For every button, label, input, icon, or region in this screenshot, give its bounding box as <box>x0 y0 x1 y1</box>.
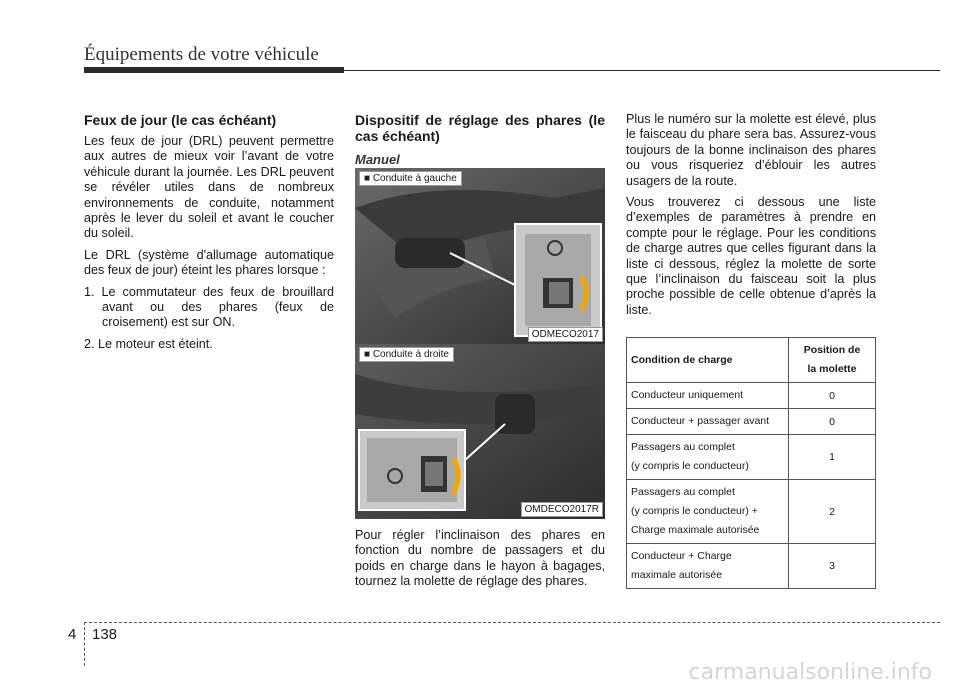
table-row <box>627 383 876 409</box>
position-cell: 0 <box>789 383 876 409</box>
subtitle-manual: Manuel <box>355 152 400 167</box>
header-position: Position de la molette <box>789 338 876 383</box>
page-number: 138 <box>92 626 118 643</box>
figure-code-right: OMDECO2017R <box>521 502 603 517</box>
page-header-title: Équipements de votre véhicule <box>84 44 319 65</box>
position-cell: 0 <box>789 409 876 435</box>
drl-paragraph-2: Le DRL (système d'allumage automatique des feux de jour) éteint les phares lorsque : <box>84 247 334 278</box>
list-item: 2. Le moteur est éteint. <box>84 336 213 351</box>
load-condition-table <box>626 337 876 589</box>
figure-caption-left: ■ Conduite à gauche <box>359 171 462 186</box>
section-heading-drl: Feux de jour (le cas échéant) <box>84 112 277 128</box>
drl-conditions-list <box>84 285 334 353</box>
table-row <box>627 480 876 544</box>
position-cell: 1 <box>789 435 876 480</box>
column-drl <box>84 112 334 358</box>
table-row <box>627 409 876 435</box>
figure-caption-right: ■ Conduite à droite <box>359 347 454 362</box>
condition-cell: Passagers au complet (y compris le conducteur) + Charge maximale autorisée <box>627 480 789 544</box>
condition-cell: Conducteur + passager avant <box>627 409 789 435</box>
footer-divider <box>84 622 85 666</box>
footer-rule <box>84 622 940 623</box>
column-leveling-explanation <box>626 112 876 324</box>
column-headlight-leveling <box>355 112 605 173</box>
table-row <box>627 544 876 589</box>
condition-cell: Conducteur + Charge maximale autorisée <box>627 544 789 589</box>
header-bar <box>84 67 344 73</box>
figure-left-hand-drive <box>355 168 605 344</box>
explanation-paragraph-2: Vous trouverez ci dessous une liste d’exemples de paramètres à prendre en compte pour le réglage. Pour les conditions de charge autres que celles figurant dans la liste ci dessous, réglez la molette de sorte que l’inclinaison du faisceau soit la plus proche possible de celle obtenue d’après la liste. <box>626 195 876 317</box>
drl-paragraph-1: Les feux de jour (DRL) peuvent permettre aux autres de mieux voir l’avant de votre véhicule durant la journée. Les DRL peuvent se révéler utiles dans de nombreux environnements de conduite, notamment après le lever du soleil et avant le coucher du soleil. <box>84 134 334 241</box>
leveling-paragraph-1: Pour régler l’inclinaison des phares en fonction du nombre de passagers et du poids en charge dans le hayon à bagages, tournez la molette de réglage des phares. <box>355 528 605 589</box>
steering-column-illustration <box>355 168 605 344</box>
section-heading-leveling: Dispositif de réglage des phares (le cas échéant) <box>355 112 605 144</box>
list-item: 1. Le commutateur des feux de brouillard avant ou des phares (feux de croisement) est sur ON. <box>84 284 334 330</box>
explanation-paragraph-1: Plus le numéro sur la molette est élevé, plus le faisceau du phare sera bas. Assurez-vous toujours de la bonne inclinaison des phares ou vous risqueriez d’éblouir les autres usagers de la route. <box>626 112 876 188</box>
condition-cell: Conducteur uniquement <box>627 383 789 409</box>
position-cell: 3 <box>789 544 876 589</box>
table-header-row <box>627 338 876 383</box>
table-row <box>627 435 876 480</box>
figure-right-hand-drive <box>355 344 605 519</box>
watermark: carmanualsonline.info <box>688 660 932 685</box>
leveling-paragraph-block <box>355 528 605 596</box>
condition-cell: Passagers au complet (y compris le conducteur) <box>627 435 789 480</box>
figure-code-left: ODMECO2017 <box>528 327 603 342</box>
dashboard-illustration <box>355 344 605 519</box>
position-cell: 2 <box>789 480 876 544</box>
chapter-number: 4 <box>68 626 77 643</box>
header-condition: Condition de charge <box>627 338 789 383</box>
